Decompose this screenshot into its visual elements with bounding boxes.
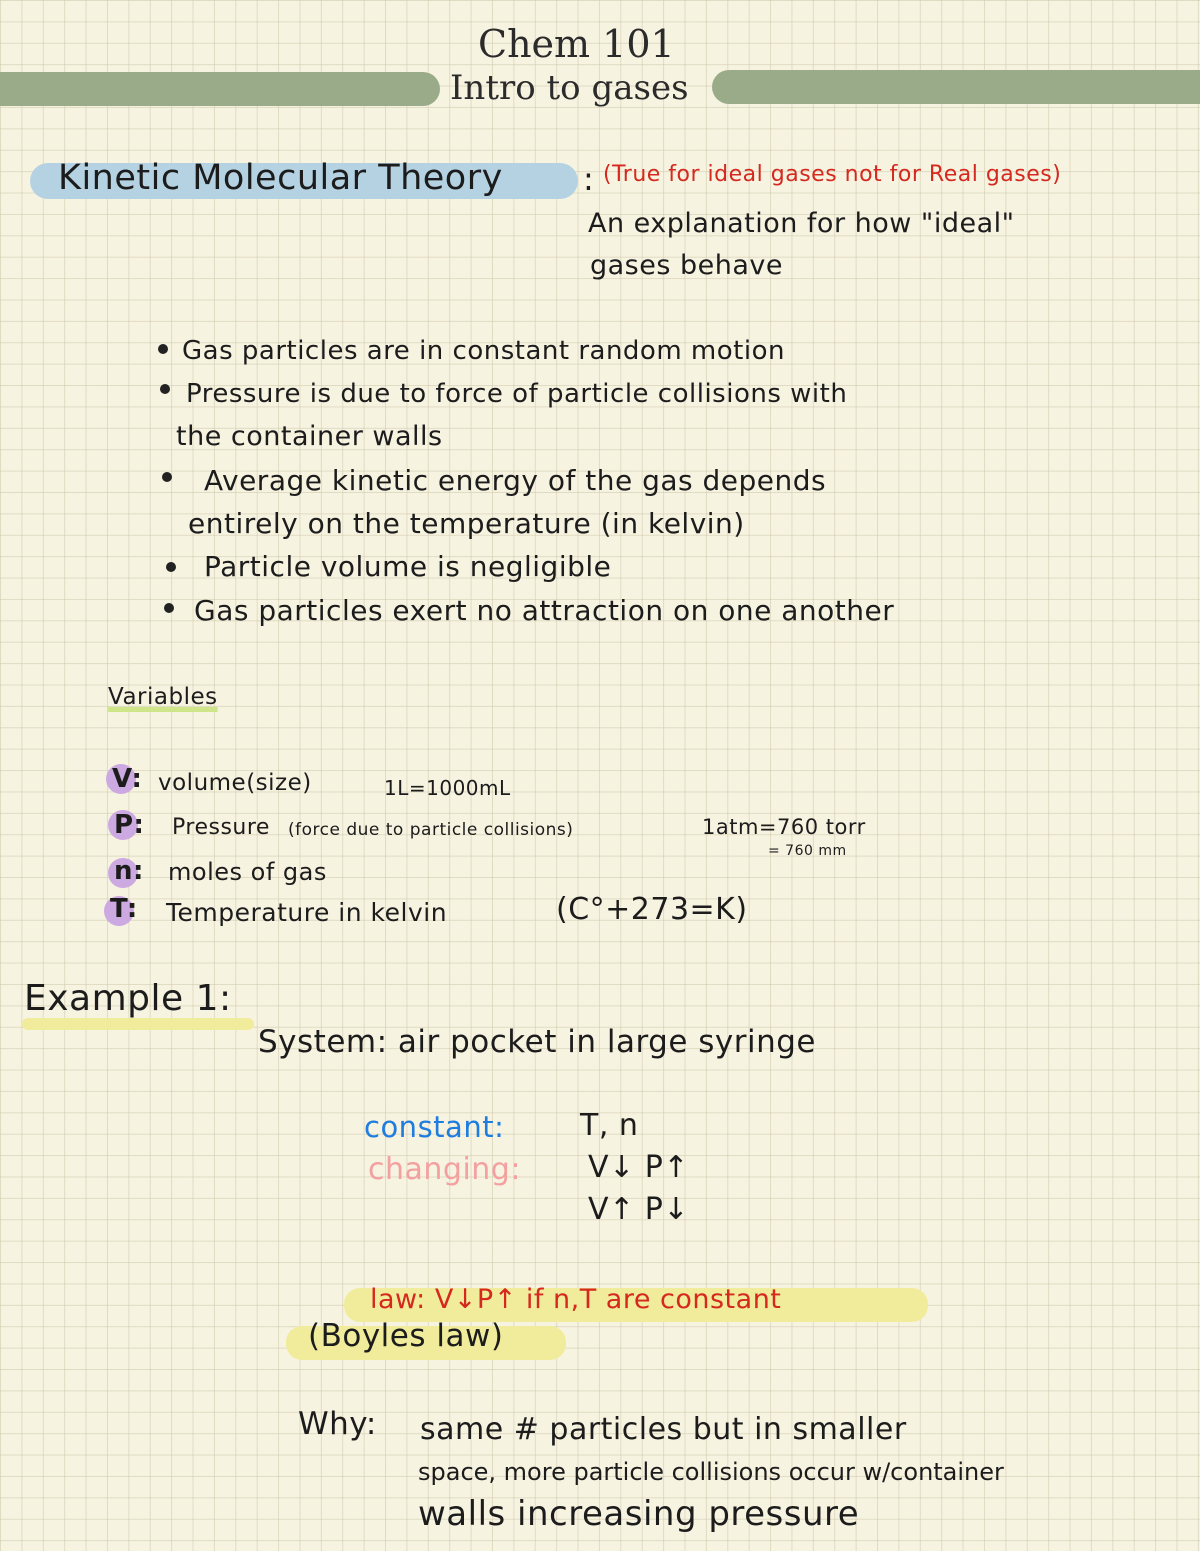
- law-text: law: V↓P↑ if n,T are constant: [370, 1284, 782, 1315]
- why-line-1: same # particles but in smaller: [420, 1412, 907, 1447]
- why-label: Why:: [298, 1406, 377, 1442]
- variable-p-key: P:: [114, 810, 145, 840]
- variable-v-text: volume(size): [158, 770, 312, 796]
- kmt-note: (True for ideal gases not for Real gases): [603, 162, 1062, 187]
- bullet-4: Particle volume is negligible: [204, 550, 612, 583]
- variable-n-key: n:: [114, 856, 144, 886]
- example-heading: Example 1:: [24, 978, 232, 1019]
- header-bar-right: [712, 70, 1200, 104]
- bullet-dot: [164, 603, 174, 613]
- why-line-3: walls increasing pressure: [418, 1494, 860, 1534]
- example-system: System: air pocket in large syringe: [258, 1024, 817, 1060]
- bullet-dot: [162, 472, 172, 482]
- header-bar-left: [0, 72, 440, 106]
- variable-t-extra: (C°+273=K): [556, 892, 748, 927]
- course-title: Chem 101: [478, 22, 675, 66]
- changing-value-1: V↓ P↑: [588, 1150, 689, 1185]
- variable-p-extra2: = 760 mm: [768, 843, 847, 859]
- variable-n-text: moles of gas: [168, 858, 327, 886]
- bullet-3-cont: entirely on the temperature (in kelvin): [188, 507, 745, 540]
- bullet-2-cont: the container walls: [176, 421, 443, 452]
- variable-p-extra1: 1atm=760 torr: [702, 815, 866, 839]
- variables-heading: Variables: [108, 684, 218, 710]
- kmt-desc-line1: An explanation for how "ideal": [588, 208, 1015, 239]
- boyles-law: (Boyles law): [308, 1318, 504, 1354]
- variable-v-extra: 1L=1000mL: [384, 776, 511, 800]
- changing-value-2: V↑ P↓: [588, 1192, 689, 1227]
- why-line-2: space, more particle collisions occur w/container: [418, 1458, 1004, 1486]
- example-heading-highlight: [22, 1018, 254, 1030]
- changing-label: changing:: [368, 1152, 521, 1187]
- constant-value: T, n: [580, 1108, 639, 1143]
- bullet-dot: [158, 344, 168, 354]
- bullet-dot: [160, 384, 170, 394]
- bullet-1: Gas particles are in constant random motion: [182, 336, 785, 366]
- page-subtitle: Intro to gases: [450, 68, 689, 108]
- bullet-2: Pressure is due to force of particle collisions with: [186, 379, 848, 409]
- variable-v-key: V:: [112, 764, 143, 794]
- variable-p-paren: (force due to particle collisions): [288, 820, 574, 840]
- bullet-3: Average kinetic energy of the gas depends: [204, 464, 827, 497]
- kmt-desc-line2: gases behave: [590, 250, 784, 281]
- bullet-dot: [166, 562, 176, 572]
- bullet-5: Gas particles exert no attraction on one another: [194, 594, 895, 627]
- variable-t-text: Temperature in kelvin: [166, 898, 448, 927]
- kmt-colon: :: [583, 160, 595, 198]
- constant-label: constant:: [364, 1110, 505, 1144]
- variable-t-key: T:: [110, 894, 138, 924]
- variable-p-text: Pressure: [172, 815, 270, 840]
- kmt-title: Kinetic Molecular Theory: [58, 158, 503, 198]
